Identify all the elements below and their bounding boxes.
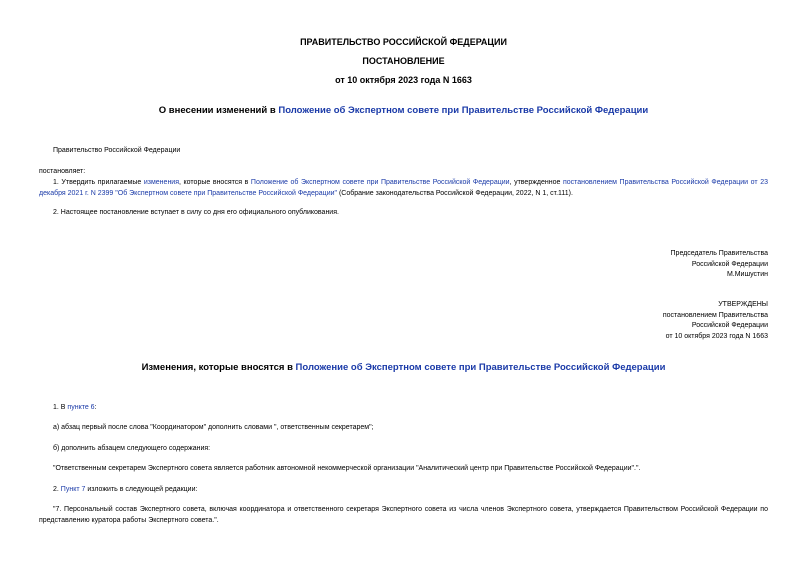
change-1-link[interactable]: пункте 6 — [67, 404, 95, 411]
p1-link-regulation[interactable]: Положение об Экспертном совете при Правительстве Российской Федерации — [250, 179, 510, 186]
signature-position: Председатель Правительства — [670, 250, 768, 257]
changes-title-prefix: Изменения, которые вносятся в — [141, 362, 296, 373]
change-2-text-b: изложить в следующей редакции: — [85, 486, 198, 493]
change-2 — [53, 485, 197, 496]
changes-title — [0, 362, 807, 373]
change-2-text-a: 2. — [53, 486, 61, 493]
header-government: ПРАВИТЕЛЬСТВО РОССИЙСКОЙ ФЕДЕРАЦИИ — [300, 37, 507, 47]
approved-title: УТВЕРЖДЕНЫ — [718, 301, 768, 308]
document-title — [0, 105, 807, 116]
document-title-prefix: О внесении изменений в — [158, 105, 279, 116]
changes-title-link[interactable]: Положение об Экспертном совете при Правительстве Российской Федерации — [295, 362, 666, 373]
p1-text-c: , утвержденное — [509, 179, 563, 186]
approved-by: постановлением Правительства — [662, 311, 768, 319]
signature-block — [671, 249, 768, 281]
p1-link-changes[interactable]: изменения — [143, 179, 180, 186]
paragraph-2: 2. Настоящее постановление вступает в силу со дня его официального опубликования. — [53, 209, 339, 216]
change-1-text-b: : — [94, 404, 97, 411]
approved-org: Российской Федерации — [691, 322, 768, 329]
approved-date: от 10 октября 2023 года N 1663 — [665, 332, 768, 340]
p1-text-b: , которые вносятся в — [179, 179, 251, 186]
change-1b-text: "Ответственным секретарем Экспертного совета является работник автономной некоммерческой организации "Аналитический центр при Правительстве Российской Федерации".". — [53, 465, 641, 472]
p1-link-resolution[interactable]: постановлением Правительства Российской Федерации от 23 декабря 2021 г. N 2399 "Об Экспертном совете при Правительстве Российской Федерации" — [39, 179, 768, 197]
change-1 — [53, 403, 97, 414]
paragraph-1 — [39, 178, 768, 199]
header-doc-type: ПОСТАНОВЛЕНИЕ — [362, 56, 445, 66]
change-1b: б) дополнить абзацем следующего содержания: — [53, 445, 211, 452]
p1-text-d: (Собрание законодательства Российской Федерации, 2022, N 1, ст.111). — [337, 189, 573, 197]
decides-line: постановляет: — [39, 168, 86, 175]
change-1-text-a: 1. В — [53, 404, 68, 411]
government-line: Правительство Российской Федерации — [53, 147, 181, 154]
change-1a: а) абзац первый после слова "Координатором" дополнить словами ", ответственным секретарем"; — [53, 424, 374, 431]
signature-org: Российской Федерации — [691, 260, 768, 268]
p1-text-a: 1. Утвердить прилагаемые — [53, 179, 144, 186]
change-2-text: "7. Персональный состав Экспертного совета, включая координатора и ответственного секретаря Экспертного совета из числа членов Экспертного совета, утверждается Правительством Российской Федерации по представлению куратора работы Экспертного совета.". — [39, 506, 768, 524]
header-date: от 10 октября 2023 года N 1663 — [335, 75, 472, 85]
change-2-link[interactable]: Пункт 7 — [60, 486, 86, 493]
approved-block — [663, 300, 768, 342]
document-title-link[interactable]: Положение об Экспертном совете при Правительстве Российской Федерации — [278, 105, 649, 116]
signature-name: М.Мишустин — [726, 271, 768, 278]
